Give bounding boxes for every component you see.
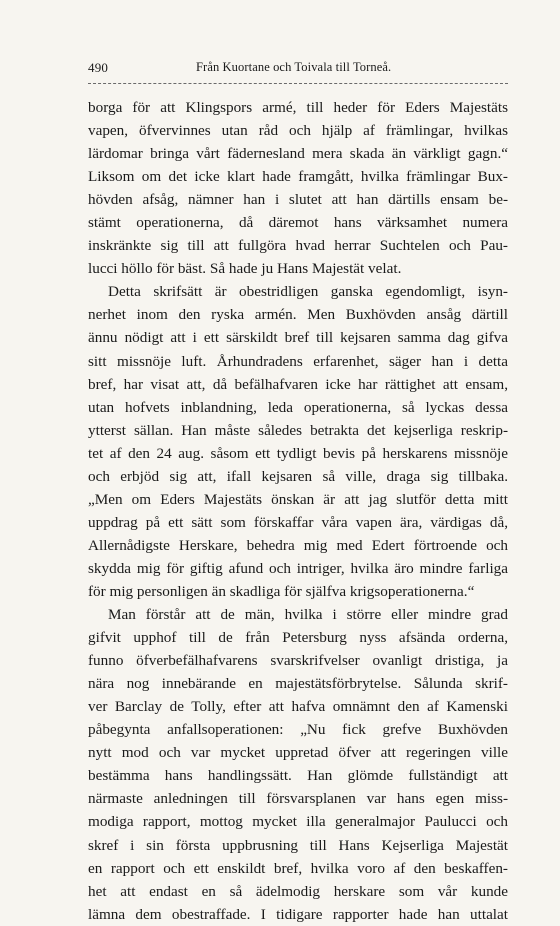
text-line: skref i sin första uppbrusning till Hans Kejserliga Majestät [88,836,508,854]
text-line: Detta skrifsätt är obestridligen ganska egendomligt, isyn- [108,283,508,301]
text-line: lärdomar bringa vårt fädernesland mera skada än värkligt gagn.“ [88,145,508,163]
text-line: ännu nödigt att i ett särskildt bref till kejsaren samma dag gifva [88,329,508,347]
text-line: Liksom om det icke klart hade framgått, hvilka främlingar Bux- [88,168,508,186]
text-line: utan hofvets inblandning, leda operationerna, så lyckas dessa [88,398,508,416]
text-line: skydda mig för giftig afund och intriger, hvilka äro mindre farliga [88,559,508,577]
text-line: stämt operationerna, då däremot hans värksamhet numera [88,214,508,232]
header-rule [88,83,508,84]
running-head [88,60,508,80]
text-line: „Men om Eders Majestäts önskan är att jag slutför detta mitt [88,490,508,508]
text-line: bref, har visat att, då befälhafvaren icke har rättighet att ensam, [88,375,508,393]
text-line: Man förstår att de män, hvilka i större eller mindre grad [108,606,508,624]
text-line: modiga rapport, mottog mycket illa generalmajor Paulucci och [88,813,508,831]
running-title: Från Kuortane och Toivala till Torneå. [196,60,392,74]
text-line: bestämma hans handlingssätt. Han glömde fullständigt att [88,767,508,785]
text-line: borga för att Klingspors armé, till heder för Eders Majestäts [88,99,508,116]
text-line: Allernådigste Herskare, behedra mig med Edert förtroende och [88,536,508,554]
text-line: lucci höllo för bäst. Så hade ju Hans Majestät velat. [88,260,402,278]
text-line: och erbjöd sig att, ifall kejsaren så ville, draga sig tillbaka. [88,467,508,485]
page-number: 490 [88,60,109,75]
text-line: uppdrag på ett sätt som förskaffar våra vapen ära, värdigas då, [88,513,508,531]
text-line: ytterst sällan. Han måste således betrakta det kejserliga reskrip- [88,421,508,439]
text-line: nerhet inom den ryska armén. Men Buxhövden ansåg därtill [88,306,508,324]
text-line: gifvit upphof till de från Petersburg nyss afsända orderna, [88,629,508,647]
text-line: het att endast en så ädelmodig herskare som vår kunde [88,882,508,900]
text-line: inskränkte sig till att fullgöra hvad herrar Suchtelen och Pau- [88,237,508,255]
body-text [88,96,508,926]
text-line: för mig personligen än skadliga för själfva krigsoperationerna.“ [88,582,475,600]
text-line: en rapport och ett enskildt bref, hvilka voro af den beskaffen- [88,859,508,877]
text-line: vapen, öfvervinnes utan råd och hjälp af främlingar, hvilkas [88,122,508,140]
text-line: tet af den 24 aug. såsom ett tydligt bevis på herskarens missnöje [88,444,508,462]
text-line: funno öfverbefälhafvarens svarskrifvelser ovanligt dristiga, ja [88,652,508,670]
text-line: lämna dem obestraffade. I tidigare rapporter hade han uttalat [88,905,508,923]
text-line: ver Barclay de Tolly, efter att hafva omnämnt den af Kamenski [88,698,508,716]
text-line: nära nog innebärande en majestätsförbrytelse. Sålunda skrif- [88,675,508,693]
text-line: sitt missnöje luft. Århundradens erfarenhet, säger han i detta [88,352,508,370]
text-line: nytt mod och var mycket uppretad öfver att regeringen ville [88,744,508,762]
text-line: närmaste anledningen till försvarsplanen var hans egen miss- [88,790,508,808]
text-line: påbegynta anfallsoperationen: „Nu fick grefve Buxhövden [88,721,508,739]
text-line: hövden afsåg, nämner han i slutet att han därtills ensam be- [88,191,508,209]
